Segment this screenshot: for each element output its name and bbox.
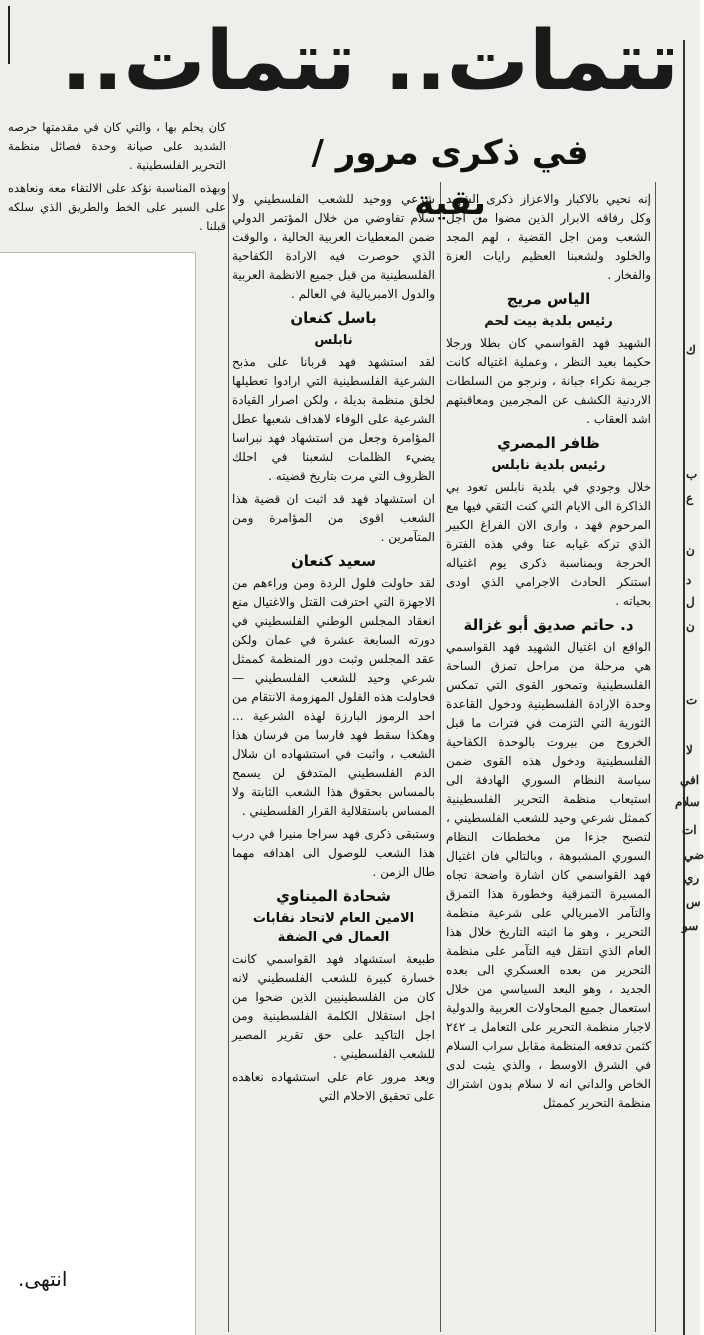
edge-fragment: ن — [686, 543, 695, 557]
speaker-name: شحادة الميناوي — [276, 887, 391, 905]
speaker-text: خلال وجودي في بلدية نابلس تعود بي الذاكرة الى الايام التي كنت التقي فيها مع المرحوم فهد ، وارى الان الفراغ الكبير الذي تركه غيابه عنا وفي هذه الفترة الحرجة وبمناسبة ذكرى يوم اغتياله استنكر الحادث الاجرامي الذي اودى بحياته . — [446, 480, 651, 608]
cut-edge — [0, 252, 195, 253]
speaker-text: لقد حاولت فلول الردة ومن وراءهم من الاجهزة التي احترفت القتل والاغتيال منع انعقاد المجلس الوطني الفلسطيني في دورته السابعة عشرة في عمان ولكن عقد المجلس وثبت دور المنظمة كممثل شرعي وحيد للشعب الفلسطيني — فحاولت هذه الفلول المهزومة الانتقام من احد الرموز البارزة لهذه الشرعية ... وهكذا سقط فهد فارسا من فرسان هذا الشعب ، واثبت في استشهاده ان شلال الدم الفلسطيني المتدفق لن يسمح بالمساس بحقوق هذا الشعب الثابتة ولا المساس باستقلالية القرار الفلسطيني . — [232, 576, 435, 818]
left-snippet — [8, 118, 226, 246]
edge-fragment: ب — [686, 467, 698, 481]
top-left-rule — [8, 6, 10, 64]
left-snippet-p2: وبهذه المناسبة نؤكد على الالتقاء معه ونعاهده على السير على الخط والطريق الذي سلكه قبلنا . — [8, 181, 226, 233]
end-note: انتهى. — [18, 1267, 68, 1291]
speaker-text: وبعد مرور عام على استشهاده نعاهده على تحقيق الاحلام التي — [232, 1070, 435, 1103]
edge-fragment: افي — [680, 773, 700, 787]
col-right-intro: إنه نحيي بالاكبار والاعزاز ذكرى الشهيد وكل رفاقه الابرار الذين مضوا من اجل الشعب ومن اجل القضية ، لهم المجد والخلود ولشعبنا العظيم رايات العزة والفخار . — [446, 192, 651, 282]
edge-fragment: ن — [686, 619, 695, 633]
column-rule-middle — [440, 182, 441, 1332]
subhead: في ذكرى مرور / بقية — [311, 133, 589, 223]
column-rule-left — [228, 182, 229, 1332]
col-left-intro: شرعي ووحيد للشعب الفلسطيني ولا سلام تفاوضي من خلال المؤتمر الدولي ضمن المعطيات العربية الحالية ، والوقت الذي حوصرت فيه الارادة الكفاحية الفلسطينية من قبل جميع الانظمة العربية والدول الامبريالية في العالم . — [232, 192, 435, 301]
edge-fragment: ري — [684, 871, 700, 885]
speaker-name: الياس مريج — [506, 290, 591, 308]
headline: تتمات.. تتمات.. — [60, 14, 679, 109]
edge-fragment: ك — [686, 343, 696, 357]
speaker-name: باسل كنعان — [290, 309, 377, 327]
edge-fragment: ت — [686, 693, 698, 707]
edge-fragment: س — [686, 895, 701, 909]
speaker-name: سعيد كنعان — [291, 552, 376, 570]
speaker-text: طبيعة استشهاد فهد القواسمي كانت خسارة كبيرة للشعب الفلسطيني لانه كان من الفلسطينيين الذين ضحوا من اجل استقلال الكلمة الفلسطينية ومن اجل التاكيد على حق تقرير المصير للشعب الفلسطيني . — [232, 952, 435, 1061]
edge-fragment: ات — [682, 823, 697, 837]
edge-fragment: ع — [686, 491, 694, 505]
speaker-name: ظافر المصري — [497, 434, 600, 452]
speaker-text: وستبقى ذكرى فهد سراجا منيرا في درب هذا الشعب للوصول الى اهدافه مهما طال الزمن . — [232, 827, 435, 879]
article-column-right — [446, 190, 651, 1330]
edge-fragment: لا — [686, 743, 693, 757]
speaker-city: نابلس — [314, 333, 353, 348]
left-snippet-p1: كان يحلم بها ، والتي كان في مقدمتها حرصه الشديد على صيانة وحدة فصائل منظمة التحرير الفلسطينية . — [8, 120, 226, 172]
page-edge-rule — [683, 40, 685, 1335]
speaker-text: ان استشهاد فهد قد اثبت ان قضية هذا الشعب اقوى من المؤامرة ومن المتآمرين . — [232, 492, 435, 544]
column-rule-right — [655, 182, 656, 1332]
edge-fragment: سو — [682, 919, 699, 933]
speaker-title: الامين العام لاتحاد نقابات العمال في الضفة — [252, 911, 415, 945]
edge-fragment: سلام — [675, 795, 700, 809]
edge-fragment: ل — [686, 595, 695, 609]
speaker-name: د. حاتم صديق أبو غزالة — [463, 616, 634, 634]
edge-fragment: د — [686, 573, 692, 587]
speaker-text: الواقع ان اغتيال الشهيد فهد القواسمي هي مرحلة من مراحل تمزق الساحة الفلسطينية وتمحور القوى التي تمكس وحدة الارادة الفلسطينية ودخول القاعدة الثورية التي التزمت في فترات ما قبل الخروج من بيروت بالوحدة الكفاحية الفلسطينية ودخول هذه القوى ضمن سياسة النظام السوري الهادفة الى استيعاب منظمة التحرير الفلسطينية كممثل شرعي وحيد للشعب الفلسطيني ، لتصبح جزءا من مخططات النظام السوري المشبوهة ، وبالتالي فان اغتيال فهد القواسمي كان اشارة واضحة تجاه المسيرة التمزقية وخطورة هذا التمزق والتآمر الامبريالي على شرعية منظمة التحرير ، وهو ما اثبته التاريخ خلال هذا العام الذي انتقل فيه التآمر على منظمة التحرير من بعده العسكري الى بعده الجديد ، وهو البعد السياسي من خلال استعمال جميع المحاولات العربية والدولية لاجبار منظمة التحرير على التعامل بـ ٢٤٢ كثمن تدفعه المنظمة مقابل سراب السلام في الشرق الاوسط ، والذي يثبت لدى الخاص والداني انه لا سلام بدون اشتراك منظمة التحرير كممثل — [445, 640, 651, 1110]
cut-edge-vertical — [195, 252, 196, 1335]
article-column-left — [232, 190, 435, 1330]
speaker-title: رئيس بلدية نابلس — [491, 458, 606, 473]
speaker-text: الشهيد فهد القواسمي كان بطلا ورجلا حكيما بعيد النظر ، وعملية اغتياله كانت جريمة نكراء جبانة ، ونرجو من السلطات الاردنية الكشف عن المجرمين ومعاقبتهم اشد العقاب . — [446, 336, 651, 426]
speaker-text: لقد استشهد فهد قربانا على مذبح الشرعية الفلسطينية التي ارادوا تعطيلها لخلق منظمة بديلة ، ولكن اصرار القيادة الشرعية على الوفاء لاهداف شعبها عطل المؤامرة وجعل من استشهاد فهد نبراسا يضيء الظلمات لشعبنا في احلك الظروف التي مرت بتاريخ قضيته . — [232, 355, 435, 483]
edge-fragment: ضي — [684, 848, 704, 862]
speaker-title: رئيس بلدية بيت لحم — [484, 314, 613, 329]
